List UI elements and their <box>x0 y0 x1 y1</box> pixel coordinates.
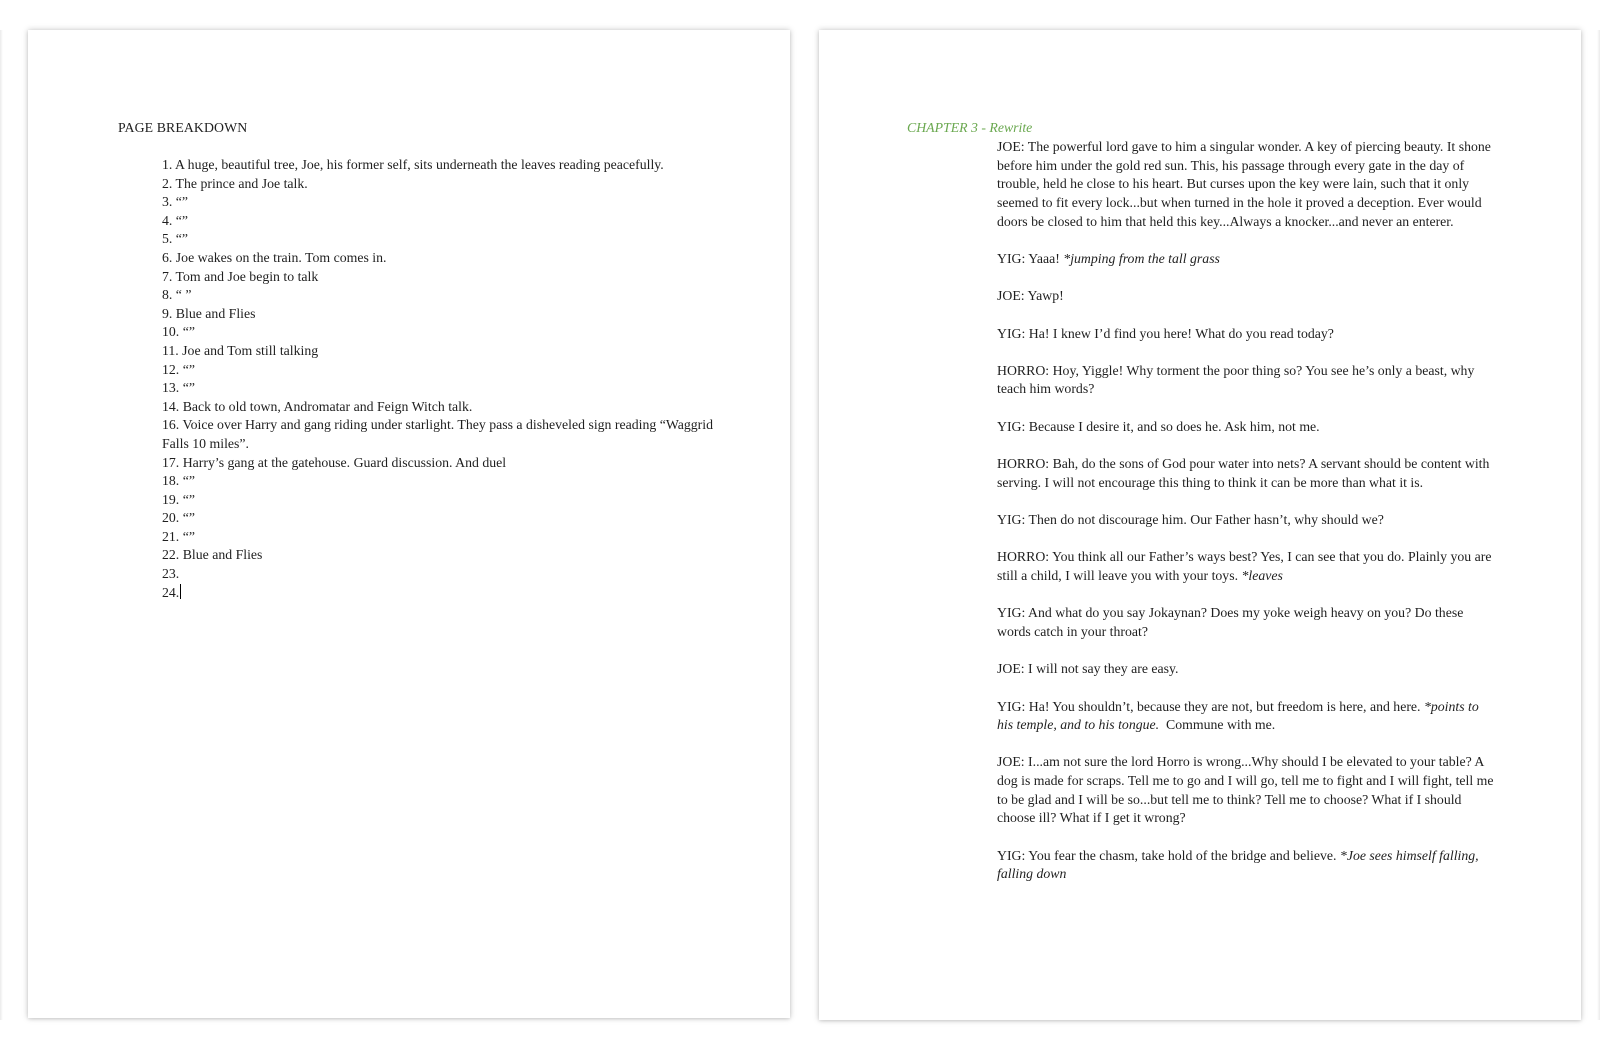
dialogue-text: JOE: I...am not sure the lord Horro is wrong...Why should I be elevated to your table? A dog is made for scraps. Tell me to go and I will go, tell me to fight and I will fight, tell me to be glad and I will be so...but tell me to think? Tell me to choose? What if I should choose ill? What if I get it wrong? <box>997 754 1494 826</box>
list-item: 18. “” <box>162 473 195 489</box>
dialogue-text: HORRO: Hoy, Yiggle! Why torment the poor thing so? You see he’s only a beast, why teach him words? <box>997 362 1475 397</box>
list-item: 16. Voice over Harry and gang riding under starlight. They pass a disheveled sign reading “Waggrid Falls 10 miles”. <box>162 417 714 451</box>
stage-direction: *jumping from the tall grass <box>1063 250 1220 266</box>
chapter-title: CHAPTER 3 - Rewrite <box>907 120 1033 135</box>
dialogue-text: JOE: I will not say they are easy. <box>997 661 1179 677</box>
list-item: 11. Joe and Tom still talking <box>162 342 319 358</box>
dialogue-text-tail: Commune with me. <box>1159 717 1276 733</box>
dialogue-paragraph <box>997 362 1495 399</box>
list-item: 22. Blue and Flies <box>162 547 263 563</box>
list-item: 10. “” <box>162 324 195 340</box>
list-item: 1. A huge, beautiful tree, Joe, his former self, sits underneath the leaves reading peacefully. <box>162 157 664 172</box>
text-cursor <box>180 584 181 599</box>
dialogue-paragraph <box>997 250 1495 269</box>
dialogue-paragraph <box>997 138 1495 231</box>
dialogue-paragraph <box>997 660 1495 679</box>
dialogue-paragraph <box>997 325 1495 344</box>
stage-direction: *Joe sees himself falling, falling down <box>997 847 1479 882</box>
list-item-last[interactable] <box>162 584 722 603</box>
list-item: 4. “” <box>162 212 189 228</box>
list-item: 19. “” <box>162 491 195 507</box>
list-item: 7. Tom and Joe begin to talk <box>162 268 319 284</box>
dialogue-paragraph <box>997 418 1495 437</box>
dialogue-text: HORRO: You think all our Father’s ways best? Yes, I can see that you do. Plainly you are still a child, I will leave you with your toys. <box>997 549 1492 583</box>
list-item: 21. “” <box>162 528 195 544</box>
list-item: 8. “ ” <box>162 287 192 303</box>
dialogue-text: YIG: And what do you say Jokaynan? Does my yoke weigh heavy on you? Do these words catch in your throat? <box>997 605 1464 639</box>
dialogue-paragraph <box>997 287 1495 306</box>
dialogue-paragraph <box>997 753 1495 828</box>
list-item: 2. The prince and Joe talk. <box>162 175 308 191</box>
left-edge-shadow <box>0 30 3 1020</box>
dialogue-text: YIG: Yaaa! <box>997 250 1064 266</box>
dialogue-paragraph <box>997 698 1495 735</box>
list-item: 23. <box>162 566 180 582</box>
script-body[interactable] <box>997 138 1495 884</box>
list-item: 12. “” <box>162 361 195 377</box>
dialogue-text: YIG: Ha! You shouldn’t, because they are not, but freedom is here, and here. <box>997 698 1424 714</box>
list-item: 17. Harry’s gang at the gatehouse. Guard discussion. And duel <box>162 454 507 470</box>
list-item: 9. Blue and Flies <box>162 305 256 321</box>
dialogue-text: YIG: Ha! I knew I’d find you here! What do you read today? <box>997 325 1334 341</box>
document-page-chapter-3[interactable] <box>819 30 1581 1020</box>
dialogue-paragraph <box>997 548 1495 585</box>
list-item: 13. “” <box>162 380 195 396</box>
dialogue-paragraph <box>997 604 1495 641</box>
dialogue-paragraph <box>997 847 1495 884</box>
dialogue-paragraph <box>997 455 1495 492</box>
page-title: PAGE BREAKDOWN <box>118 120 248 135</box>
dialogue-text: JOE: Yawp! <box>997 288 1064 304</box>
list-item-text: 24. <box>162 584 180 600</box>
stage-direction: *points to his temple, and to his tongue. <box>997 698 1479 733</box>
list-item: 5. “” <box>162 231 189 247</box>
list-item: 20. “” <box>162 510 195 526</box>
dialogue-text: JOE: The powerful lord gave to him a singular wonder. A key of piercing beauty. It shone before him under the gold red sun. This, his passage through every gate in the day of trouble, held he close to his heart. But curses upon the key were lain, such that it only seemed to fit every lock...but when turned in the hole it proved a deception. Ever would doors be closed to him that held this key...Always a knocker...and never an enterer. <box>997 139 1491 229</box>
document-page-breakdown[interactable] <box>28 30 790 1018</box>
list-item: 14. Back to old town, Andromatar and Feign Witch talk. <box>162 398 473 414</box>
breakdown-list[interactable] <box>162 156 722 602</box>
dialogue-paragraph <box>997 511 1495 530</box>
list-item: 6. Joe wakes on the train. Tom comes in. <box>162 249 387 265</box>
list-item: 3. “” <box>162 194 189 210</box>
dialogue-text: YIG: Because I desire it, and so does he. Ask him, not me. <box>997 418 1320 434</box>
stage-direction: *leaves <box>1241 567 1283 583</box>
dialogue-text: YIG: Then do not discourage him. Our Father hasn’t, why should we? <box>997 512 1384 528</box>
dialogue-text: YIG: You fear the chasm, take hold of the bridge and believe. <box>997 847 1340 863</box>
dialogue-text: HORRO: Bah, do the sons of God pour water into nets? A servant should be content with serving. I will not encourage this thing to think it can be more than what it is. <box>997 456 1490 490</box>
